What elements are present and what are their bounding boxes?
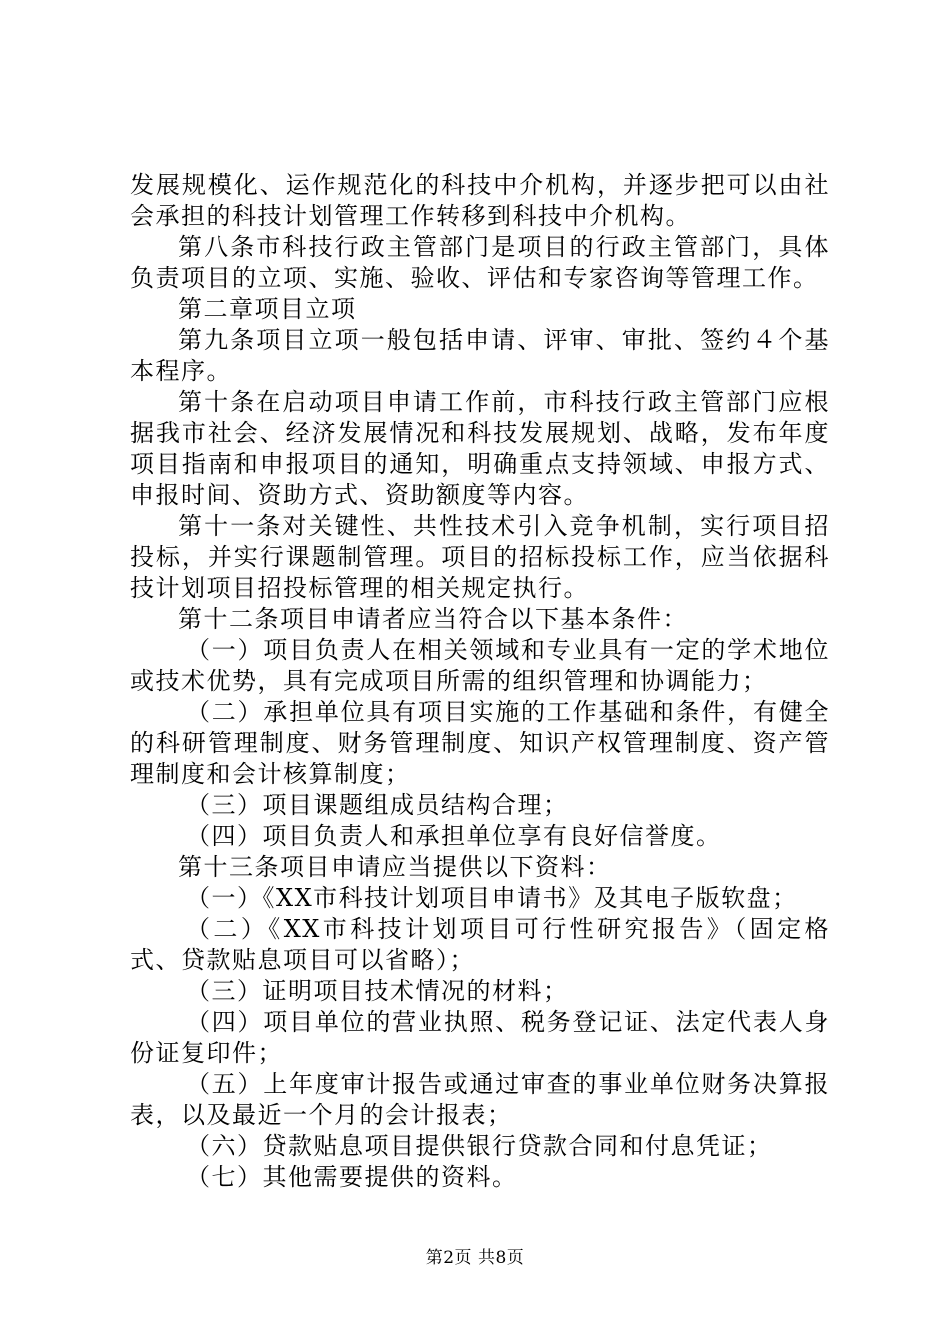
list-item: （三）证明项目技术情况的材料；	[186, 977, 569, 1005]
list-item: （二）承担单位具有项目实施的工作基础和条件，有健全的科研管理制度、财务管理制度、知识产权管理制度、资产管理制度和会计核算制度；	[130, 698, 830, 788]
paragraph: 第八条市科技行政主管部门是项目的行政主管部门，具体负责项目的立项、实施、验收、评估和专家咨询等管理工作。	[130, 233, 830, 292]
list-item: （六）贷款贴息项目提供银行贷款合同和付息凭证；	[186, 1132, 773, 1160]
list-item: （三）项目课题组成员结构合理；	[186, 791, 569, 819]
list-item: （四）项目负责人和承担单位享有良好信誉度。	[186, 822, 722, 850]
paragraph: 第十三条项目申请应当提供以下资料：	[178, 853, 612, 881]
list-item: （七）其他需要提供的资料。	[186, 1163, 518, 1191]
list-item: （一）《XX市科技计划项目申请书》及其电子版软盘；	[186, 884, 798, 912]
document-body	[130, 170, 830, 1193]
paragraph: 第十条在启动项目申请工作前，市科技行政主管部门应根据我市社会、经济发展情况和科技发展规划、战略，发布年度项目指南和申报项目的通知，明确重点支持领域、申报方式、申报时间、资助方式、资助额度等内容。	[130, 388, 830, 509]
list-item: （一）项目负责人在相关领域和专业具有一定的学术地位或技术优势，具有完成项目所需的组织管理和协调能力；	[130, 636, 830, 695]
paragraph: 发展规模化、运作规范化的科技中介机构，并逐步把可以由社会承担的科技计划管理工作转移到科技中介机构。	[130, 171, 830, 230]
list-item: （二）《XX市科技计划项目可行性研究报告》（固定格式、贷款贴息项目可以省略）；	[130, 915, 830, 974]
list-item: （四）项目单位的营业执照、税务登记证、法定代表人身份证复印件；	[130, 1008, 830, 1067]
page-footer: 第2页 共8页	[425, 1248, 525, 1268]
list-item: （五）上年度审计报告或通过审查的事业单位财务决算报表，以及最近一个月的会计报表；	[130, 1070, 830, 1129]
chapter-heading: 第二章项目立项	[178, 295, 357, 323]
paragraph: 第十二条项目申请者应当符合以下基本条件：	[178, 605, 688, 633]
paragraph: 第十一条对关键性、共性技术引入竞争机制，实行项目招投标，并实行课题制管理。项目的招标投标工作，应当依据科技计划项目招投标管理的相关规定执行。	[130, 512, 830, 602]
paragraph: 第九条项目立项一般包括申请、评审、审批、签约４个基本程序。	[130, 326, 830, 385]
